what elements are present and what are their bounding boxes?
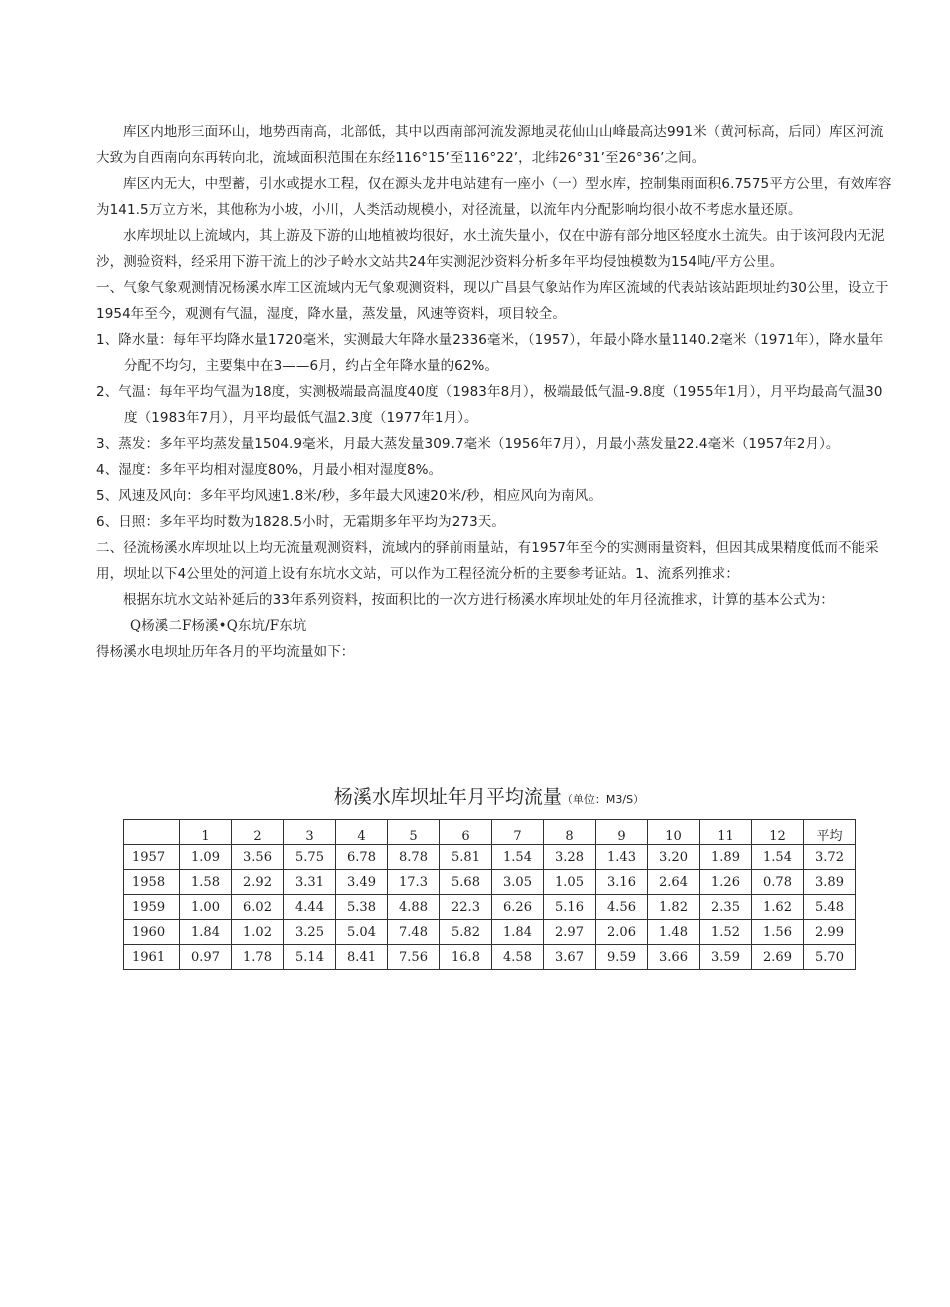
table-cell: 8.41 [336,945,388,970]
paragraph-terrain: 库区内地形三面环山，地势西南高，北部低，其中以西南部河流发源地灵花仙山山峰最高达991米（黄河标高，后同）库区河流大致为自西南向东再转向北，流域面积范围在东经116°15’至116°22’，北纬26°31’至26°36’之间。 [96,124,884,166]
table-cell: 22.3 [440,895,492,920]
table-cell: 3.05 [492,870,544,895]
year-cell: 1959 [124,895,180,920]
table-cell: 3.20 [648,845,700,870]
table-cell: 1.52 [700,920,752,945]
table-cell: 2.92 [232,870,284,895]
table-cell: 1.02 [232,920,284,945]
table-cell: 3.67 [544,945,596,970]
table-cell: 5.82 [440,920,492,945]
table-cell: 2.99 [804,920,856,945]
table-cell: 17.3 [388,870,440,895]
item-temperature: 2、气温：每年平均气温为18度，实测极端最高温度40度（1983年8月），极端最低气温-9.8度（1955年1月），月平均最高气温30度（1983年7月），月平均最低气温2.3度（1977年1月）。 [96,384,883,426]
header-cell: 6 [440,820,492,845]
paragraph-sediment: 水库坝址以上流域内，其上游及下游的山地植被均很好，水土流失量小，仅在中游有部分地区轻度水土流失。由于该河段内无泥沙，测验资料，经采用下游干流上的沙子岭水文站共24年实测泥沙资料分析多年平均侵蚀模数为154吨/平方公里。 [96,228,885,270]
table-cell: 3.49 [336,870,388,895]
table-cell: 6.02 [232,895,284,920]
table-cell: 3.28 [544,845,596,870]
header-cell: 4 [336,820,388,845]
table-cell: 2.97 [544,920,596,945]
table-cell: 5.38 [336,895,388,920]
table-cell: 2.35 [700,895,752,920]
table-cell: 1.82 [648,895,700,920]
table-cell: 3.89 [804,870,856,895]
document-body [96,119,896,665]
header-cell [124,820,180,845]
table-cell: 5.81 [440,845,492,870]
paragraph-meteorology: 一、气象气象观测情况杨溪水库工区流域内无气象观测资料，现以广昌县气象站作为库区流域的代表站该站距坝址约30公里，设立于1954年至今，观测有气温，湿度，降水量，蒸发量，风速等资料，项目较全。 [96,280,889,322]
monthly-flow-table [123,819,856,970]
table-cell: 7.56 [388,945,440,970]
table-cell: 1.09 [180,845,232,870]
header-cell: 3 [284,820,336,845]
table-cell: 16.8 [440,945,492,970]
table-cell: 1.05 [544,870,596,895]
table-row [124,845,856,870]
table-cell: 1.00 [180,895,232,920]
paragraph-table-intro: 得杨溪水电坝址历年各月的平均流量如下： [96,644,355,660]
table-cell: 1.78 [232,945,284,970]
table-cell: 3.66 [648,945,700,970]
table-cell: 1.84 [180,920,232,945]
table-cell: 5.48 [804,895,856,920]
table-cell: 3.31 [284,870,336,895]
table-cell: 3.72 [804,845,856,870]
table-cell: 1.54 [492,845,544,870]
item-humidity: 4、湿度：多年平均相对湿度80%，月最小相对湿度8%。 [96,462,443,478]
table-cell: 1.84 [492,920,544,945]
year-cell: 1958 [124,870,180,895]
flow-table-section [123,782,855,970]
table-cell: 9.59 [596,945,648,970]
table-cell: 6.78 [336,845,388,870]
table-cell: 4.88 [388,895,440,920]
table-cell: 2.64 [648,870,700,895]
table-cell: 5.70 [804,945,856,970]
table-row [124,945,856,970]
table-cell: 4.58 [492,945,544,970]
table-cell: 1.54 [752,845,804,870]
table-cell: 1.58 [180,870,232,895]
paragraph-runoff: 二、径流杨溪水库坝址以上均无流量观测资料，流域内的驿前雨量站，有1957年至今的实测雨量资料，但因其成果精度低而不能采用，坝址以下4公里处的河道上设有东坑水文站，可以作为工程径流分析的主要参考证站。1、流系列推求： [96,540,879,582]
paragraph-projects: 库区内无大，中型蓄，引水或提水工程，仅在源头龙井电站建有一座小（一）型水库，控制集雨面积6.7575平方公里，有效库容为141.5万立方米，其他称为小坡，小川，人类活动规模小，对径流量，以流年内分配影响均很小故不考虑水量还原。 [96,176,892,218]
formula: Q杨溪二F杨溪•Q东坑/F东坑 [130,618,307,634]
paragraph-method: 根据东坑水文站补延后的33年系列资料，按面积比的一次方进行杨溪水库坝址处的年月径流推求，计算的基本公式为： [123,592,834,608]
table-cell: 3.56 [232,845,284,870]
item-precipitation: 1、降水量：每年平均降水量1720毫米，实测最大年降水量2336毫米，（1957），年最小降水量1140.2毫米（1971年），降水量年分配不均匀，主要集中在3——6月，约占全年降水量的62%。 [96,332,884,374]
table-cell: 5.16 [544,895,596,920]
table-cell: 5.14 [284,945,336,970]
table-cell: 6.26 [492,895,544,920]
item-evaporation: 3、蒸发：多年平均蒸发量1504.9毫米，月最大蒸发量309.7毫米（1956年7月），月最小蒸发量22.4毫米（1957年2月）。 [96,436,840,452]
table-row [124,870,856,895]
table-cell: 1.48 [648,920,700,945]
table-cell: 2.69 [752,945,804,970]
header-cell: 平均 [804,820,856,845]
year-cell: 1957 [124,845,180,870]
table-cell: 3.25 [284,920,336,945]
table-cell: 0.97 [180,945,232,970]
table-cell: 5.04 [336,920,388,945]
table-cell: 4.56 [596,895,648,920]
table-cell: 1.26 [700,870,752,895]
table-cell: 2.06 [596,920,648,945]
header-cell: 11 [700,820,752,845]
table-cell: 0.78 [752,870,804,895]
header-cell: 2 [232,820,284,845]
header-cell: 8 [544,820,596,845]
item-sunshine: 6、日照：多年平均时数为1828.5小时，无霜期多年平均为273天。 [96,514,505,530]
header-cell: 12 [752,820,804,845]
table-body [124,845,856,970]
table-cell: 1.56 [752,920,804,945]
header-cell: 1 [180,820,232,845]
table-cell: 1.43 [596,845,648,870]
table-cell: 8.78 [388,845,440,870]
header-cell: 5 [388,820,440,845]
table-title-text: 杨溪水库坝址年月平均流量 [333,786,562,808]
table-title [123,782,855,809]
table-cell: 4.44 [284,895,336,920]
header-cell: 7 [492,820,544,845]
header-cell: 10 [648,820,700,845]
table-cell: 1.62 [752,895,804,920]
table-cell: 1.89 [700,845,752,870]
table-cell: 3.59 [700,945,752,970]
table-cell: 3.16 [596,870,648,895]
table-cell: 5.75 [284,845,336,870]
header-cell: 9 [596,820,648,845]
table-unit: （单位：M3/S） [561,793,645,806]
table-row [124,920,856,945]
year-cell: 1961 [124,945,180,970]
table-row [124,895,856,920]
year-cell: 1960 [124,920,180,945]
table-header-row [124,820,856,845]
item-wind: 5、风速及风向：多年平均风速1.8米/秒，多年最大风速20米/秒，相应风向为南风。 [96,488,602,504]
table-cell: 5.68 [440,870,492,895]
table-cell: 7.48 [388,920,440,945]
